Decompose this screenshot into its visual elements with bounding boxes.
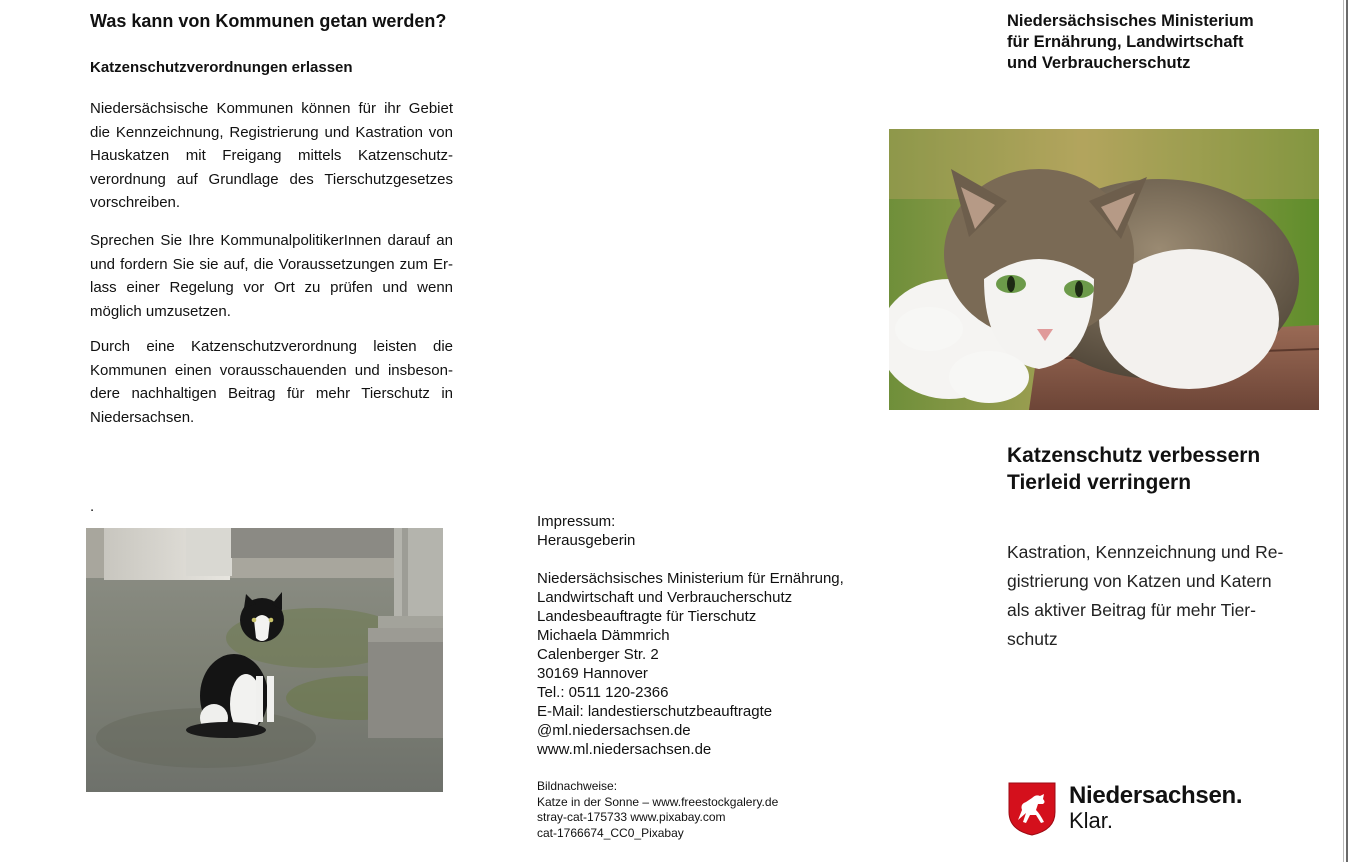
credit-line: cat-1766674_CC0_Pixabay [537, 825, 684, 840]
imprint-email: E-Mail: landestierschutzbeauftragte [537, 703, 773, 720]
section-subheading: Katzenschutzverordnungen erlassen [90, 59, 353, 76]
imprint-publisher-label: Herausgeberin [537, 532, 636, 549]
title-line: Tierleid verringern [1007, 471, 1192, 494]
section-heading: Was kann von Kommunen getan werden? [90, 11, 447, 31]
imprint-line: Landesbeauftragte für Tierschutz [537, 608, 757, 625]
title-line: Katzenschutz verbessern [1007, 444, 1261, 467]
subtitle-line: als aktiver Beitrag für mehr Tier- [1007, 600, 1256, 620]
brochure-subtitle [1007, 538, 1307, 654]
imprint-line: Landwirtschaft und Verbraucherschutz [537, 589, 793, 606]
black-white-kitten-icon [86, 528, 443, 792]
imprint-line: Michaela Dämmrich [537, 627, 670, 644]
image-credits [537, 779, 778, 841]
paragraph-2: Sprechen Sie Ihre KommunalpolitikerInnen darauf an und fordern Sie sie auf, die Voraussetzungen zum Erlass einer Regelung vor Ort zu prüfen und wenn möglich umzusetzen. [90, 232, 453, 320]
kitten-photo [86, 528, 443, 792]
ministry-line: und Verbraucherschutz [1007, 54, 1191, 72]
stray-dot: . [90, 498, 95, 515]
imprint-line: 30169 Hannover [537, 665, 648, 682]
horse-shield-icon [1008, 782, 1056, 836]
ministry-line: Niedersächsisches Ministerium [1007, 12, 1254, 30]
subtitle-line: Kastration, Kennzeichnung und Re- [1007, 542, 1284, 562]
imprint-address [537, 569, 844, 759]
brochure-title [1007, 442, 1327, 496]
imprint-title: Impressum: [537, 513, 616, 530]
imprint-line: Calenberger Str. 2 [537, 646, 659, 663]
imprint-phone: Tel.: 0511 120-2366 [537, 684, 669, 701]
cat-photo [889, 129, 1319, 410]
ministry-name [1007, 11, 1307, 74]
imprint-website: www.ml.niedersachsen.de [537, 741, 712, 758]
paragraph-3: Durch eine Katzenschutzverordnung leisten die Kommunen einen vorausschauenden und insbesondere nachhaltigen Beitrag für mehr Tierschutz in Niedersachsen. [90, 338, 453, 426]
logo-wordmark: Niedersachsen. [1069, 782, 1243, 809]
imprint-email-domain: @ml.niedersachsen.de [537, 722, 691, 739]
tabby-cat-icon [889, 129, 1319, 410]
paragraph-1: Niedersächsische Kommunen können für ihr Gebiet die Kennzeichnung, Registrierung und Kastration von Hauskatzen mit Freigang mittels Katzenschutzverordnung auf Grundlage des Tierschutzgesetzes vorschreiben. [90, 100, 453, 212]
credits-title: Bildnachweise: [537, 779, 618, 793]
ministry-line: für Ernährung, Landwirtschaft [1007, 33, 1244, 51]
credit-line: stray-cat-175733 www.pixabay.com [537, 810, 726, 824]
niedersachsen-logo [1008, 780, 1308, 838]
subtitle-line: gistrierung von Katzen und Katern [1007, 571, 1272, 591]
credit-line: Katze in der Sonne – www.freestockgalery.de [537, 794, 779, 809]
logo-tagline: Klar. [1069, 808, 1114, 833]
subtitle-line: schutz [1007, 629, 1058, 649]
imprint-line: Niedersächsisches Ministerium für Ernährung, [537, 570, 844, 587]
page-edge-shadow [1343, 0, 1344, 862]
